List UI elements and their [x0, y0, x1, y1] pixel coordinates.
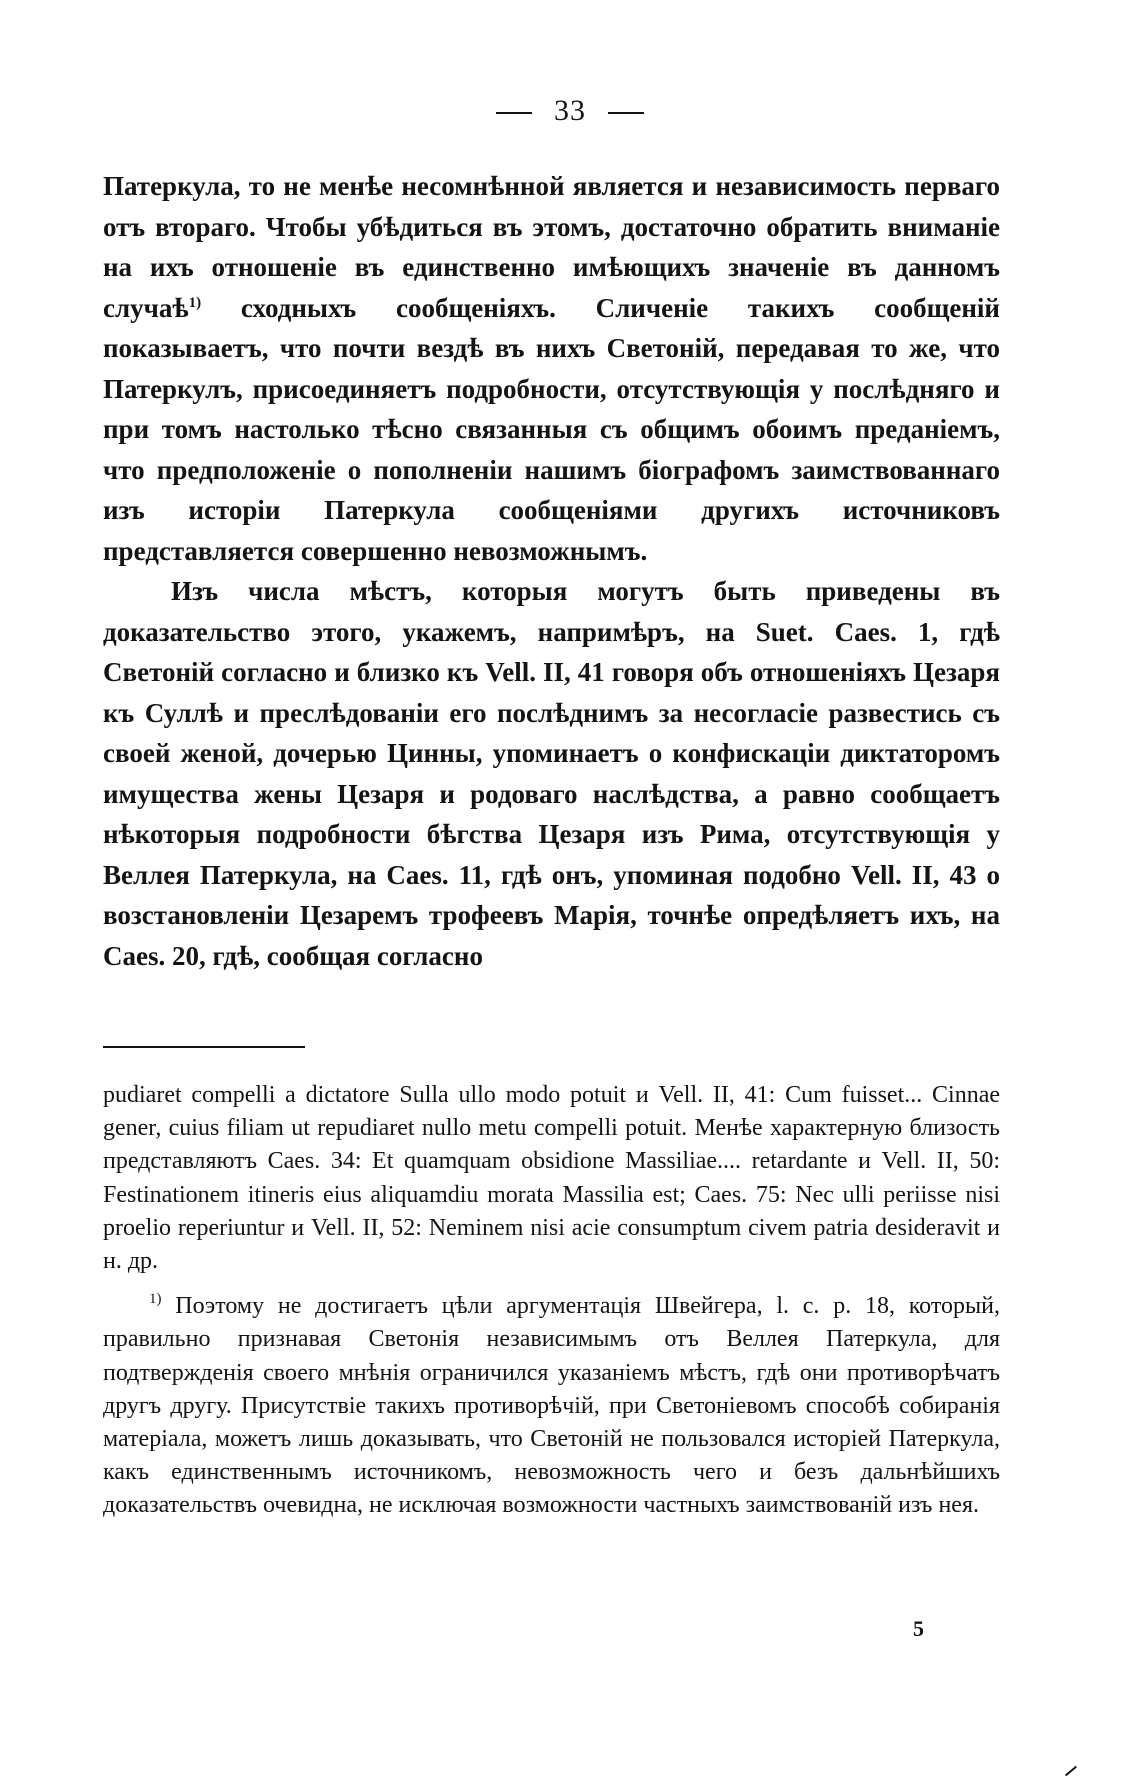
header-left-dash	[496, 112, 532, 114]
footnote-marker: 1)	[149, 1291, 162, 1308]
footnotes	[103, 1079, 1000, 1523]
footnote-reference: 1)	[188, 294, 202, 311]
signature-mark: 5	[913, 1616, 924, 1641]
footnote-1-text: Поэтому не достигаетъ цѣли аргументація Швейгера, l. c. p. 18, который, правильно признавая Светонія независимымъ отъ Веллея Патеркула, для подтвержденія своего мнѣнія ограничился указаніемъ мѣстъ, гдѣ они противорѣчатъ другъ другу. Присутствіе такихъ противорѣчій, при Светоніевомъ способѣ собиранія матеріала, можетъ лишь доказывать, что Светоній не пользовался исторіей Патеркула, какъ единственнымъ источникомъ, невозможность чего и безъ дальнѣйшихъ доказательствъ очевидна, не исключая возможности частныхъ заимствованій изъ нея.	[103, 1293, 1001, 1519]
page-header	[0, 94, 1140, 128]
footnote-separator	[103, 1046, 305, 1048]
paragraph-1-text: Патеркула, то не менѣе несомнѣнной является и независимость перваго отъ втораго. Чтобы убѣдиться въ этомъ, достаточно обратить вниманіе на ихъ отношеніе въ единственно имѣющихъ значеніе въ данномъ случаѣ	[103, 171, 1000, 323]
header-right-dash	[608, 112, 644, 114]
footnote-continuation: pudiaret compelli a dictatore Sulla ullo modo potuit и Vell. II, 41: Cum fuisset... Cinnae gener, cuius filiam ut repudiaret nullo metu compelli potuit. Менѣе характерную близость представляютъ Caes. 34: Et quamquam obsidione Massiliae.... retardante и Vell. II, 50: Festinationem itineris eius aliquamdiu morata Massilia est; Caes. 75: Nec ulli periisse nisi proelio reperiuntur и Vell. II, 52: Neminem nisi acie consumptum civem patria desideravit и н. др.	[103, 1082, 1000, 1275]
paragraph-2: Изъ числа мѣстъ, которыя могутъ быть приведены въ доказательство этого, укажемъ, напримѣръ, на Suet. Caes. 1, гдѣ Светоній согласно и близко къ Vell. II, 41 говоря объ отношеніяхъ Цезаря къ Суллѣ и преслѣдованіи его послѣднимъ за несогласіе развестись съ своей женой, дочерью Цинны, упоминаетъ о конфискаціи диктаторомъ имущества жены Цезаря и родоваго наслѣдства, а равно сообщаетъ нѣкоторыя подробности бѣгства Цезаря изъ Рима, отсутствующія у Веллея Патеркула, на Caes. 11, гдѣ онъ, упоминая подобно Vell. II, 43 о возстановленіи Цезаремъ трофеевъ Марія, точнѣе опредѣляетъ ихъ, на Caes. 20, гдѣ, сообщая согласно	[103, 576, 1000, 971]
scan-mark	[1065, 1766, 1077, 1777]
paragraph-1-tail: сходныхъ сообщеніяхъ. Сличеніе такихъ сообщеній показываетъ, что почти вездѣ въ нихъ Светоній, передавая то же, что Патеркулъ, присоединяетъ подробности, отсутствующія у послѣдняго и при томъ настолько тѣсно связанныя съ общимъ обоимъ преданіемъ, что предположеніе о пополненіи нашимъ біографомъ заимствованнаго изъ исторіи Патеркула сообщеніями другихъ источниковъ представляется совершенно невозможнымъ.	[103, 292, 1000, 566]
page-number: 33	[554, 94, 586, 127]
main-text	[103, 166, 1000, 976]
paragraph-1	[103, 166, 1000, 571]
footnote-1	[103, 1290, 1000, 1522]
